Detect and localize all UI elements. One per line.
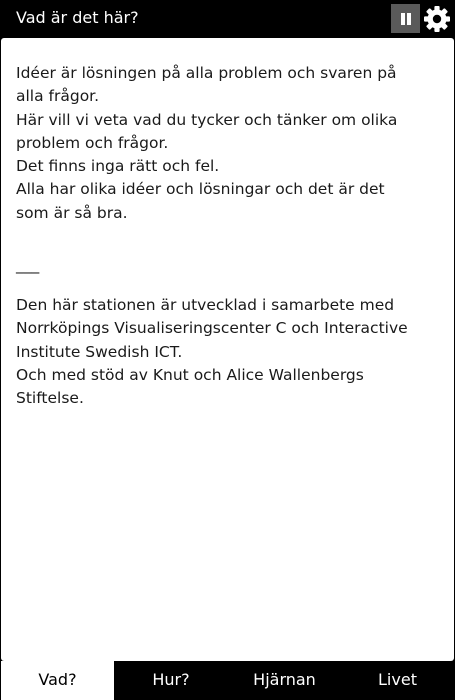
tab-hur[interactable]: Hur?: [152, 670, 190, 689]
separator: ___: [16, 256, 40, 274]
gear-icon: [422, 4, 452, 34]
intro-line: Idéer är lösningen på alla problem och svaren på alla frågor.: [16, 64, 397, 106]
intro-line: Det finns inga rätt och fel.: [16, 157, 220, 176]
credits-line: Den här stationen är utvecklad i samarbete med Norrköpings Visualiseringscenter C och Interactive Institute Swedish ICT.: [16, 296, 408, 361]
settings-button[interactable]: [422, 4, 452, 34]
header-bar: [0, 0, 455, 37]
pause-button[interactable]: [391, 4, 420, 33]
credits-text: [16, 294, 416, 410]
tab-livet[interactable]: Livet: [378, 670, 417, 689]
credits-line: Och med stöd av Knut och Alice Wallenbergs Stiftelse.: [16, 365, 364, 408]
intro-line: Här vill vi veta vad du tycker och tänker om olika problem och frågor.: [16, 110, 398, 152]
bottom-tab-bar: [0, 661, 455, 700]
content-panel: [1, 38, 454, 661]
tab-hjarnan[interactable]: Hjärnan: [253, 670, 316, 689]
page-title: Vad är det här?: [16, 8, 139, 27]
intro-line: Alla har olika idéer och lösningar och det är det som är så bra.: [16, 180, 385, 222]
intro-text: [16, 62, 416, 225]
pause-icon: [401, 13, 405, 25]
tab-vad[interactable]: Vad?: [1, 661, 114, 700]
